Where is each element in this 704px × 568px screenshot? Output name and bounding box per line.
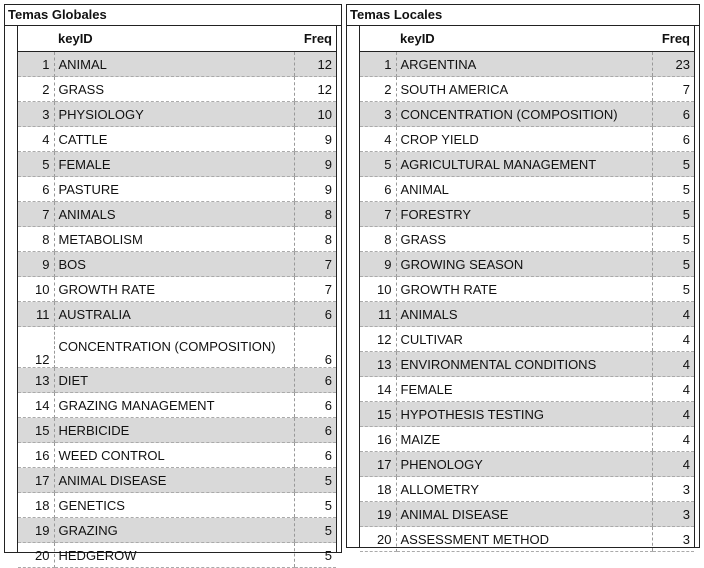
- table-body: [18, 52, 336, 568]
- row-keyid: AGRICULTURAL MANAGEMENT: [396, 152, 652, 177]
- table-row: [18, 227, 336, 252]
- row-freq: 8: [294, 227, 336, 252]
- table-wrapper: [17, 26, 337, 563]
- row-freq: 3: [652, 502, 694, 527]
- table-row: [360, 477, 694, 502]
- row-keyid: PHYSIOLOGY: [54, 102, 294, 127]
- table-row: [360, 402, 694, 427]
- row-keyid: ANIMALS: [54, 202, 294, 227]
- row-keyid: FORESTRY: [396, 202, 652, 227]
- table-row: [18, 543, 336, 568]
- row-freq: 4: [652, 427, 694, 452]
- row-keyid: HERBICIDE: [54, 418, 294, 443]
- row-index: 5: [18, 152, 54, 177]
- row-keyid: GRASS: [54, 77, 294, 102]
- keyid-header: keyID: [54, 26, 294, 52]
- row-keyid: AUSTRALIA: [54, 302, 294, 327]
- row-keyid: HYPOTHESIS TESTING: [396, 402, 652, 427]
- row-keyid: ALLOMETRY: [396, 477, 652, 502]
- row-index: 11: [18, 302, 54, 327]
- row-keyid: CONCENTRATION (COMPOSITION): [54, 327, 294, 368]
- row-index: 3: [360, 102, 396, 127]
- row-index: 2: [360, 77, 396, 102]
- row-keyid: DIET: [54, 368, 294, 393]
- index-header: [360, 26, 396, 52]
- row-index: 5: [360, 152, 396, 177]
- row-index: 14: [18, 393, 54, 418]
- row-freq: 9: [294, 152, 336, 177]
- row-index: 6: [18, 177, 54, 202]
- row-keyid: MAIZE: [396, 427, 652, 452]
- table-row: [18, 468, 336, 493]
- table-wrapper: [359, 26, 695, 547]
- table-row: [18, 418, 336, 443]
- row-freq: 3: [652, 527, 694, 552]
- freq-header: Freq: [294, 26, 336, 52]
- row-index: 10: [18, 277, 54, 302]
- row-keyid: GRASS: [396, 227, 652, 252]
- table-row: [18, 443, 336, 468]
- row-keyid: FEMALE: [54, 152, 294, 177]
- table-body: [360, 52, 694, 552]
- row-freq: 23: [652, 52, 694, 77]
- row-keyid: GRAZING MANAGEMENT: [54, 393, 294, 418]
- table-row: [18, 102, 336, 127]
- table-row: [360, 127, 694, 152]
- row-index: 19: [18, 518, 54, 543]
- row-freq: 7: [294, 277, 336, 302]
- freq-header: Freq: [652, 26, 694, 52]
- row-keyid: PHENOLOGY: [396, 452, 652, 477]
- row-index: 11: [360, 302, 396, 327]
- row-index: 8: [18, 227, 54, 252]
- row-freq: 4: [652, 327, 694, 352]
- table-row: [360, 77, 694, 102]
- table-row: [18, 518, 336, 543]
- row-keyid: ANIMAL: [396, 177, 652, 202]
- row-freq: 5: [652, 277, 694, 302]
- row-index: 16: [18, 443, 54, 468]
- row-index: 4: [18, 127, 54, 152]
- row-freq: 7: [294, 252, 336, 277]
- header-row: [18, 26, 336, 52]
- row-index: 13: [360, 352, 396, 377]
- row-keyid: GROWTH RATE: [396, 277, 652, 302]
- row-index: 13: [18, 368, 54, 393]
- table-row: [18, 177, 336, 202]
- row-keyid: HEDGEROW: [54, 543, 294, 568]
- local-topics-table: [360, 26, 694, 552]
- table-row: [360, 427, 694, 452]
- row-freq: 5: [652, 177, 694, 202]
- table-row: [18, 368, 336, 393]
- row-freq: 5: [294, 493, 336, 518]
- row-keyid: CONCENTRATION (COMPOSITION): [396, 102, 652, 127]
- row-freq: 4: [652, 377, 694, 402]
- row-keyid: CATTLE: [54, 127, 294, 152]
- row-index: 6: [360, 177, 396, 202]
- table-row: [18, 202, 336, 227]
- table-row: [18, 493, 336, 518]
- row-keyid: ANIMAL DISEASE: [396, 502, 652, 527]
- row-keyid: GRAZING: [54, 518, 294, 543]
- table-row: [360, 452, 694, 477]
- row-index: 3: [18, 102, 54, 127]
- row-keyid: PASTURE: [54, 177, 294, 202]
- row-freq: 12: [294, 52, 336, 77]
- table-row: [360, 502, 694, 527]
- table-row: [360, 277, 694, 302]
- table-row: [18, 152, 336, 177]
- row-index: 1: [360, 52, 396, 77]
- row-freq: 6: [294, 443, 336, 468]
- row-freq: 12: [294, 77, 336, 102]
- row-index: 16: [360, 427, 396, 452]
- row-keyid: CROP YIELD: [396, 127, 652, 152]
- row-freq: 6: [294, 418, 336, 443]
- row-index: 12: [360, 327, 396, 352]
- row-keyid: WEED CONTROL: [54, 443, 294, 468]
- table-row: [360, 302, 694, 327]
- table-row: [360, 327, 694, 352]
- row-freq: 5: [294, 468, 336, 493]
- row-freq: 5: [652, 152, 694, 177]
- row-index: 4: [360, 127, 396, 152]
- table-row: [360, 177, 694, 202]
- row-index: 12: [18, 327, 54, 368]
- row-freq: 10: [294, 102, 336, 127]
- row-freq: 6: [294, 368, 336, 393]
- table-row: [360, 152, 694, 177]
- row-freq: 4: [652, 302, 694, 327]
- row-freq: 4: [652, 352, 694, 377]
- table-row: [18, 127, 336, 152]
- row-keyid: ENVIRONMENTAL CONDITIONS: [396, 352, 652, 377]
- row-freq: 3: [652, 477, 694, 502]
- global-topics-table: [18, 26, 336, 568]
- table-row: [18, 277, 336, 302]
- row-freq: 5: [294, 518, 336, 543]
- row-index: 10: [360, 277, 396, 302]
- row-index: 20: [360, 527, 396, 552]
- table-row: [18, 393, 336, 418]
- row-index: 17: [360, 452, 396, 477]
- row-freq: 5: [652, 252, 694, 277]
- table-row: [360, 52, 694, 77]
- row-keyid: CULTIVAR: [396, 327, 652, 352]
- row-freq: 4: [652, 452, 694, 477]
- row-keyid: GROWTH RATE: [54, 277, 294, 302]
- global-topics-panel: [4, 4, 342, 563]
- row-keyid: GROWING SEASON: [396, 252, 652, 277]
- table-row: [18, 77, 336, 102]
- row-keyid: ASSESSMENT METHOD: [396, 527, 652, 552]
- row-freq: 5: [652, 202, 694, 227]
- row-freq: 6: [294, 393, 336, 418]
- row-freq: 8: [294, 202, 336, 227]
- row-freq: 9: [294, 127, 336, 152]
- row-keyid: FEMALE: [396, 377, 652, 402]
- table-row: [360, 202, 694, 227]
- panel-title: Temas Globales: [5, 5, 341, 26]
- row-freq: 9: [294, 177, 336, 202]
- table-row: [360, 227, 694, 252]
- row-freq: 5: [294, 543, 336, 568]
- row-freq: 6: [652, 102, 694, 127]
- row-keyid: ARGENTINA: [396, 52, 652, 77]
- row-freq: 6: [294, 302, 336, 327]
- table-row: [18, 327, 336, 368]
- local-topics-panel: [346, 4, 700, 548]
- row-keyid: BOS: [54, 252, 294, 277]
- table-row: [360, 377, 694, 402]
- row-freq: 6: [294, 327, 336, 368]
- row-keyid: ANIMAL DISEASE: [54, 468, 294, 493]
- row-index: 8: [360, 227, 396, 252]
- row-keyid: ANIMAL: [54, 52, 294, 77]
- panel-title: Temas Locales: [347, 5, 699, 26]
- row-keyid: GENETICS: [54, 493, 294, 518]
- row-index: 7: [18, 202, 54, 227]
- row-freq: 7: [652, 77, 694, 102]
- row-index: 2: [18, 77, 54, 102]
- row-freq: 5: [652, 227, 694, 252]
- keyid-header: keyID: [396, 26, 652, 52]
- table-row: [18, 52, 336, 77]
- header-row: [360, 26, 694, 52]
- table-row: [18, 302, 336, 327]
- row-index: 7: [360, 202, 396, 227]
- table-row: [360, 252, 694, 277]
- row-keyid: METABOLISM: [54, 227, 294, 252]
- table-row: [360, 352, 694, 377]
- row-index: 14: [360, 377, 396, 402]
- row-index: 9: [360, 252, 396, 277]
- row-keyid: SOUTH AMERICA: [396, 77, 652, 102]
- row-index: 9: [18, 252, 54, 277]
- row-index: 20: [18, 543, 54, 568]
- row-index: 1: [18, 52, 54, 77]
- row-index: 18: [360, 477, 396, 502]
- row-index: 18: [18, 493, 54, 518]
- row-freq: 6: [652, 127, 694, 152]
- table-row: [360, 527, 694, 552]
- row-index: 15: [360, 402, 396, 427]
- index-header: [18, 26, 54, 52]
- row-index: 17: [18, 468, 54, 493]
- table-row: [360, 102, 694, 127]
- table-row: [18, 252, 336, 277]
- row-keyid: ANIMALS: [396, 302, 652, 327]
- row-index: 15: [18, 418, 54, 443]
- row-index: 19: [360, 502, 396, 527]
- row-freq: 4: [652, 402, 694, 427]
